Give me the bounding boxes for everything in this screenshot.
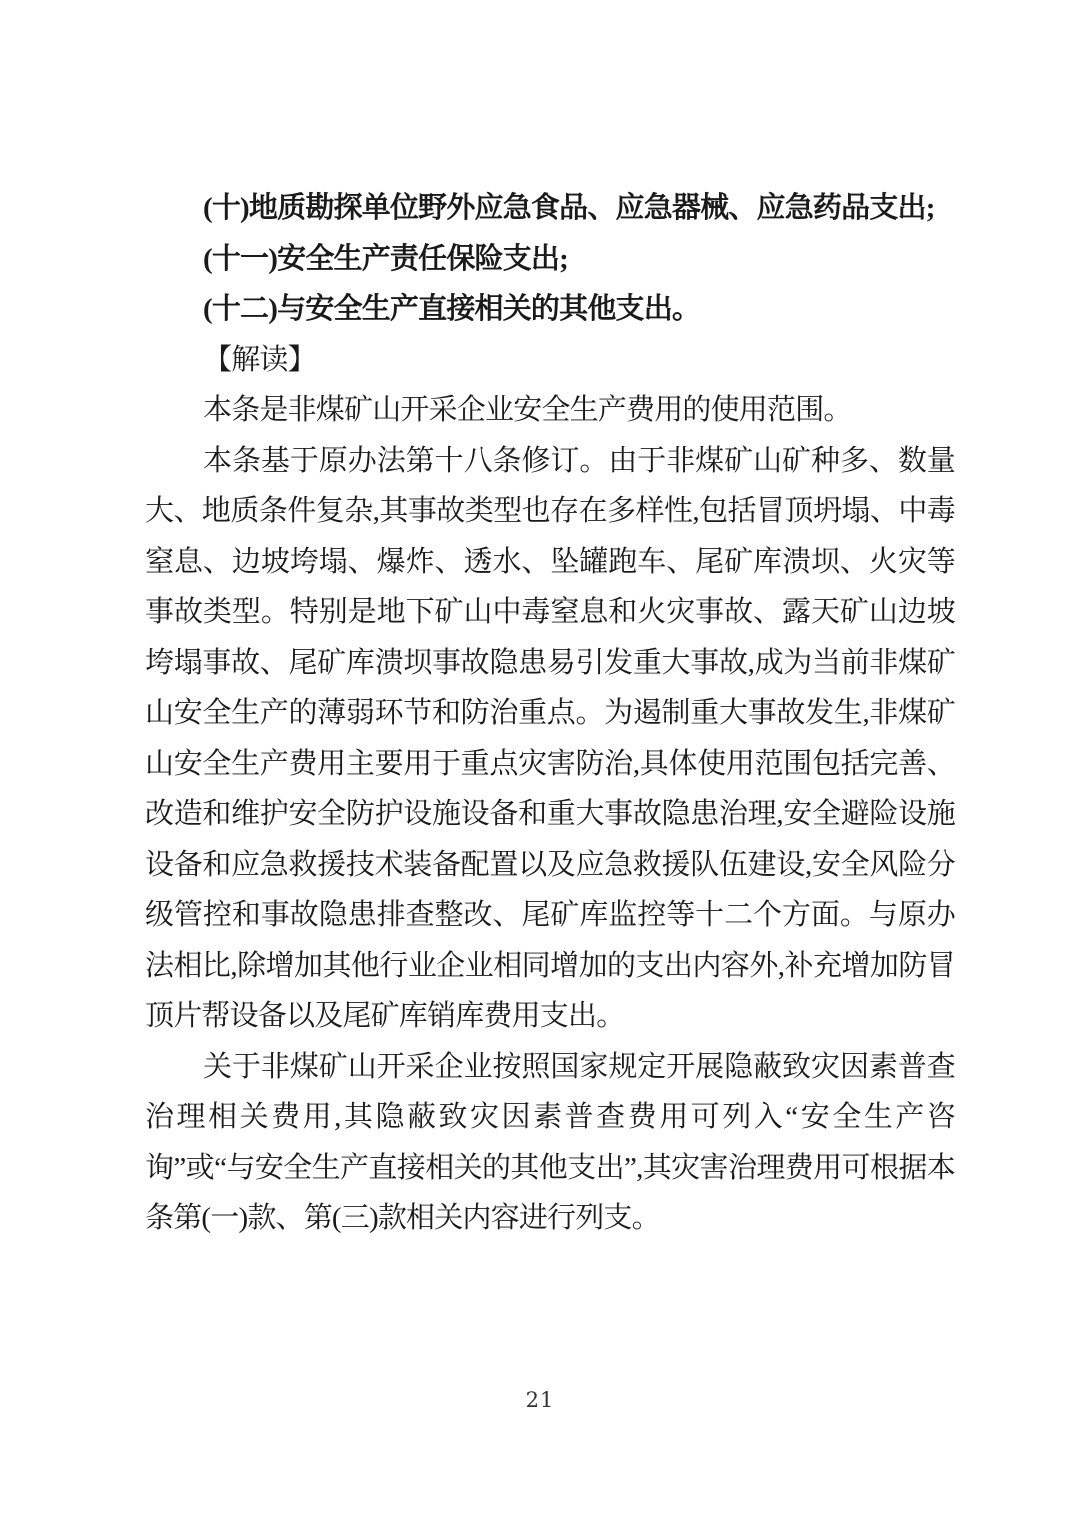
list-item-11: (十一)安全生产责任保险支出; xyxy=(203,242,568,275)
paragraph-scope: 本条是非煤矿山开采企业安全生产费用的使用范围。 xyxy=(203,394,852,426)
section-marker-interpretation: 【解读】 xyxy=(203,343,316,376)
paragraph-revision-details: 本条基于原办法第十八条修订。由于非煤矿山矿种多、数量大、地质条件复杂,其事故类型也存在多样性,包括冒顶坍塌、中毒窒息、边坡垮塌、爆炸、透水、坠罐跑车、尾矿库溃坝、火灾等事故类型。特别是地下矿山中毒窒息和火灾事故、露天矿山边坡垮塌事故、尾矿库溃坝事故隐患易引发重大事故,成为当前非煤矿山安全生产的薄弱环节和防治重点。为遏制重大事故发生,非煤矿山安全生产费用主要用于重点灾害防治,具体使用范围包括完善、改造和维护安全防护设施设备和重大事故隐患治理,安全避险设施设备和应急救援技术装备配置以及应急救援队伍建设,安全风险分级管控和事故隐患排查整改、尾矿库监控等十二个方面。与原办法相比,除增加其他行业企业相同增加的支出内容外,补充增加防冒顶片帮设备以及尾矿库销库费用支出。 xyxy=(145,444,955,1032)
document-body xyxy=(145,183,955,1244)
paragraph-hidden-hazard-fees: 关于非煤矿山开采企业按照国家规定开展隐蔽致灾因素普查治理相关费用,其隐蔽致灾因素普查费用可列入“安全生产咨询”或“与安全生产直接相关的其他支出”,其灾害治理费用可根据本条第(一)款、第(三)款相关内容进行列支。 xyxy=(145,1050,955,1234)
list-item-12: (十二)与安全生产直接相关的其他支出。 xyxy=(203,293,701,325)
page-number: 21 xyxy=(525,1388,555,1412)
list-item-10: (十)地质勘探单位野外应急食品、应急器械、应急药品支出; xyxy=(203,192,935,224)
